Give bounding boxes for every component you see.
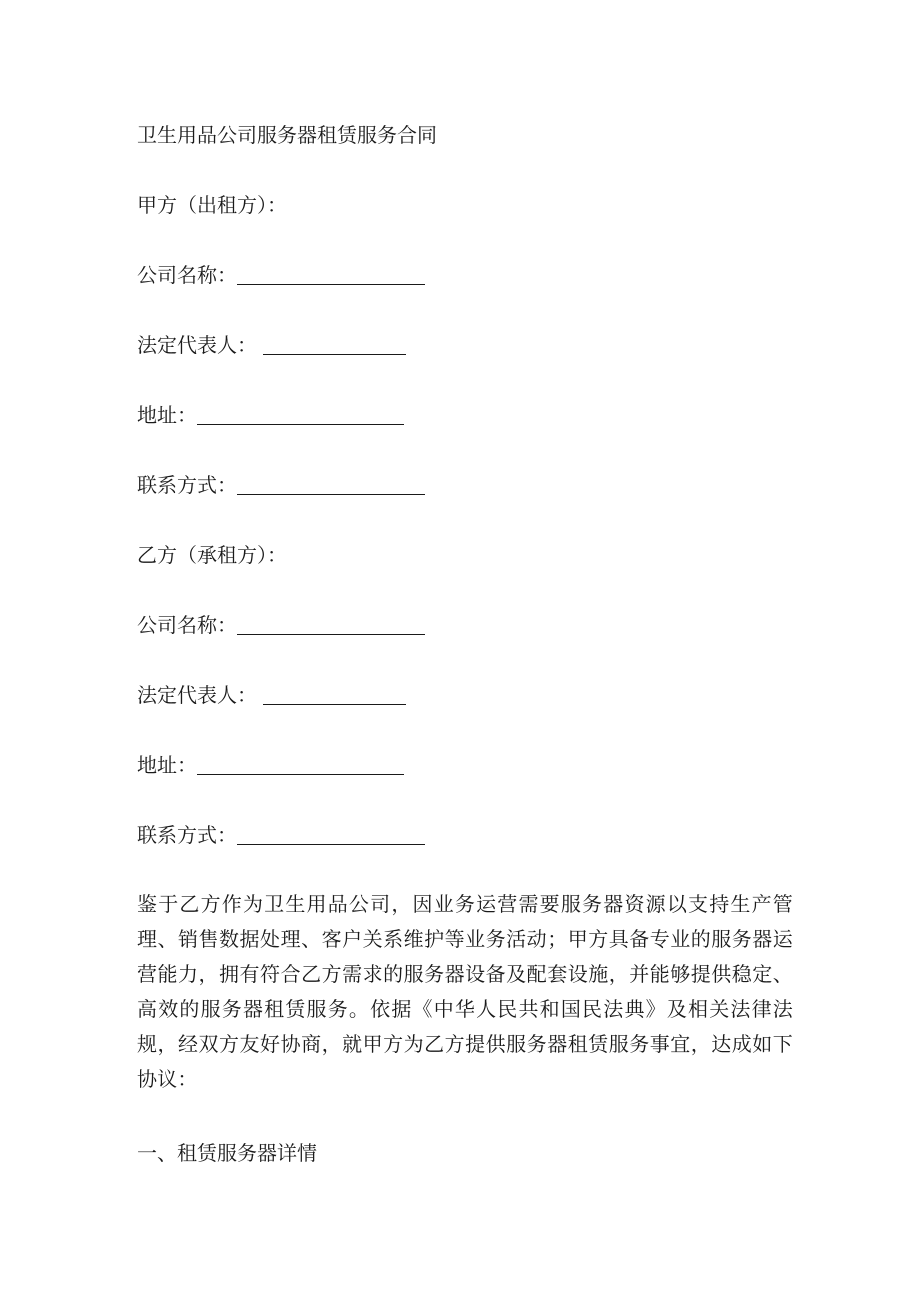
party-a-representative-row <box>137 331 406 359</box>
party-a-contact-blank[interactable] <box>237 474 425 495</box>
party-b-contact-label: 联系方式： <box>137 823 237 847</box>
party-a-contact-row <box>137 471 425 499</box>
party-b-address-label: 地址： <box>137 753 197 777</box>
document-title: 卫生用品公司服务器租赁服务合同 <box>137 123 437 147</box>
party-a-address-row <box>137 401 404 429</box>
party-a-company-row <box>137 261 425 289</box>
party-a-address-blank[interactable] <box>197 404 404 425</box>
party-b-representative-label: 法定代表人： <box>137 683 257 707</box>
party-b-company-label: 公司名称： <box>137 613 237 637</box>
party-b-representative-blank[interactable] <box>263 684 406 705</box>
preamble-paragraph: 鉴于乙方作为卫生用品公司，因业务运营需要服务器资源以支持生产管理、销售数据处理、客户关系维护等业务活动；甲方具备专业的服务器运营能力，拥有符合乙方需求的服务器设备及配套设施，并能够提供稳定、高效的服务器租赁服务。依据《中华人民共和国民法典》及相关法律法规，经双方友好协商，就甲方为乙方提供服务器租赁服务事宜，达成如下协议： <box>137 892 793 1091</box>
party-a-heading: 甲方（出租方）： <box>137 193 287 217</box>
party-b-representative-row <box>137 681 406 709</box>
party-a-address-label: 地址： <box>137 403 197 427</box>
party-b-company-blank[interactable] <box>237 614 425 635</box>
party-b-address-blank[interactable] <box>197 754 404 775</box>
section-1-heading: 一、租赁服务器详情 <box>137 1141 317 1165</box>
party-a-contact-label: 联系方式： <box>137 473 237 497</box>
party-b-contact-blank[interactable] <box>237 824 425 845</box>
party-b-heading: 乙方（承租方）： <box>137 543 287 567</box>
party-a-company-blank[interactable] <box>237 264 425 285</box>
party-a-representative-label: 法定代表人： <box>137 333 257 357</box>
party-b-company-row <box>137 611 425 639</box>
party-a-representative-blank[interactable] <box>263 334 406 355</box>
party-a-company-label: 公司名称： <box>137 263 237 287</box>
party-b-contact-row <box>137 821 425 849</box>
party-b-address-row <box>137 751 404 779</box>
